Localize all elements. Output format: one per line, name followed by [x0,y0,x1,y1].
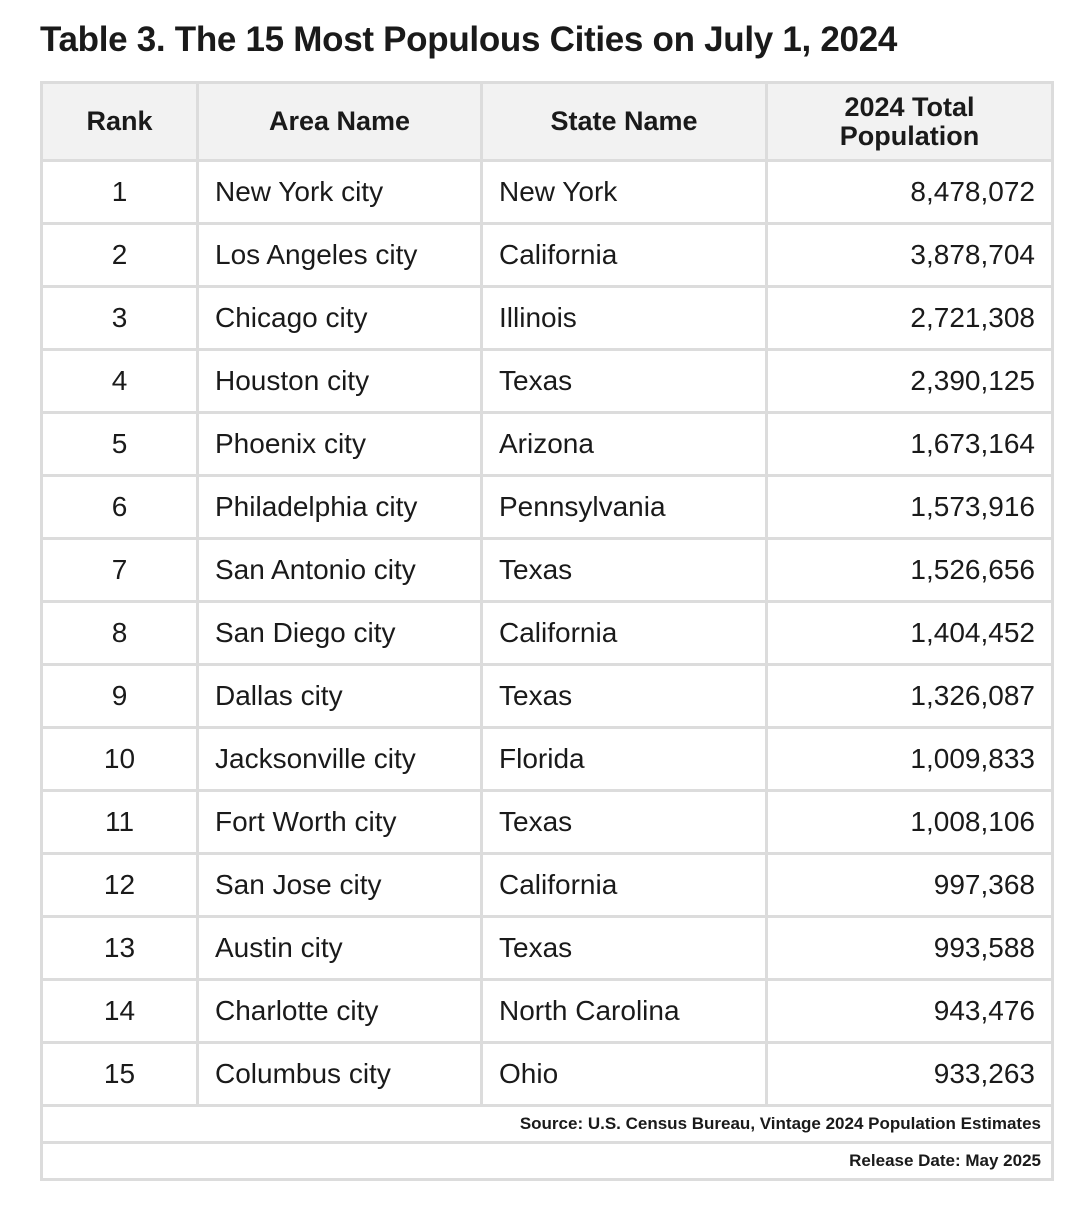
table-header [42,83,1053,161]
source-note: Source: U.S. Census Bureau, Vintage 2024 Population Estimates [42,1106,1053,1143]
rank-cell: 7 [42,539,198,602]
population-cell: 1,326,087 [767,665,1053,728]
state-name-cell: California [482,602,767,665]
population-cell: 3,878,704 [767,224,1053,287]
rank-cell: 3 [42,287,198,350]
header-row [42,83,1053,161]
area-name-cell: San Diego city [198,602,482,665]
population-cell: 8,478,072 [767,161,1053,224]
area-name-cell: San Antonio city [198,539,482,602]
table-footer [42,1106,1053,1180]
table-row [42,161,1053,224]
state-name-cell: Texas [482,350,767,413]
area-name-cell: Houston city [198,350,482,413]
state-name-cell: New York [482,161,767,224]
population-cell: 993,588 [767,917,1053,980]
rank-cell: 2 [42,224,198,287]
table-title: Table 3. The 15 Most Populous Cities on July 1, 2024 [40,20,898,59]
state-name-cell: Arizona [482,413,767,476]
population-cell: 1,404,452 [767,602,1053,665]
table-row [42,980,1053,1043]
area-name-cell: Austin city [198,917,482,980]
rank-cell: 1 [42,161,198,224]
state-name-cell: California [482,224,767,287]
rank-cell: 6 [42,476,198,539]
state-name-cell: Pennsylvania [482,476,767,539]
table-row [42,665,1053,728]
table-row [42,917,1053,980]
rank-cell: 5 [42,413,198,476]
population-cell: 997,368 [767,854,1053,917]
source-row [42,1106,1053,1143]
table-row [42,1043,1053,1106]
area-name-cell: Columbus city [198,1043,482,1106]
header-total-population [767,83,1053,161]
area-name-cell: Jacksonville city [198,728,482,791]
header-area-name: Area Name [198,83,482,161]
header-rank: Rank [42,83,198,161]
table-row [42,728,1053,791]
rank-cell: 10 [42,728,198,791]
table-row [42,539,1053,602]
state-name-cell: Texas [482,539,767,602]
population-cell: 2,721,308 [767,287,1053,350]
population-cell: 1,673,164 [767,413,1053,476]
rank-cell: 11 [42,791,198,854]
area-name-cell: Fort Worth city [198,791,482,854]
population-table [40,81,1054,1181]
area-name-cell: San Jose city [198,854,482,917]
population-cell: 933,263 [767,1043,1053,1106]
release-date-note: Release Date: May 2025 [42,1143,1053,1180]
state-name-cell: California [482,854,767,917]
population-cell: 1,526,656 [767,539,1053,602]
header-total-population-line1: 2024 Total [844,91,975,122]
area-name-cell: Charlotte city [198,980,482,1043]
population-cell: 943,476 [767,980,1053,1043]
area-name-cell: Dallas city [198,665,482,728]
table-row [42,791,1053,854]
table-row [42,224,1053,287]
rank-cell: 12 [42,854,198,917]
area-name-cell: Philadelphia city [198,476,482,539]
area-name-cell: New York city [198,161,482,224]
header-state-name: State Name [482,83,767,161]
rank-cell: 9 [42,665,198,728]
population-table-container [40,81,1051,1181]
table-row [42,287,1053,350]
area-name-cell: Chicago city [198,287,482,350]
area-name-cell: Los Angeles city [198,224,482,287]
table-body [42,161,1053,1106]
population-cell: 1,008,106 [767,791,1053,854]
rank-cell: 15 [42,1043,198,1106]
population-cell: 2,390,125 [767,350,1053,413]
state-name-cell: Illinois [482,287,767,350]
state-name-cell: Texas [482,917,767,980]
state-name-cell: Texas [482,791,767,854]
table-row [42,476,1053,539]
release-row [42,1143,1053,1180]
area-name-cell: Phoenix city [198,413,482,476]
rank-cell: 13 [42,917,198,980]
state-name-cell: Florida [482,728,767,791]
rank-cell: 4 [42,350,198,413]
population-cell: 1,009,833 [767,728,1053,791]
rank-cell: 14 [42,980,198,1043]
table-row [42,413,1053,476]
state-name-cell: North Carolina [482,980,767,1043]
table-row [42,854,1053,917]
table-row [42,350,1053,413]
state-name-cell: Ohio [482,1043,767,1106]
state-name-cell: Texas [482,665,767,728]
header-total-population-line2: Population [839,120,980,151]
population-cell: 1,573,916 [767,476,1053,539]
rank-cell: 8 [42,602,198,665]
table-row [42,602,1053,665]
